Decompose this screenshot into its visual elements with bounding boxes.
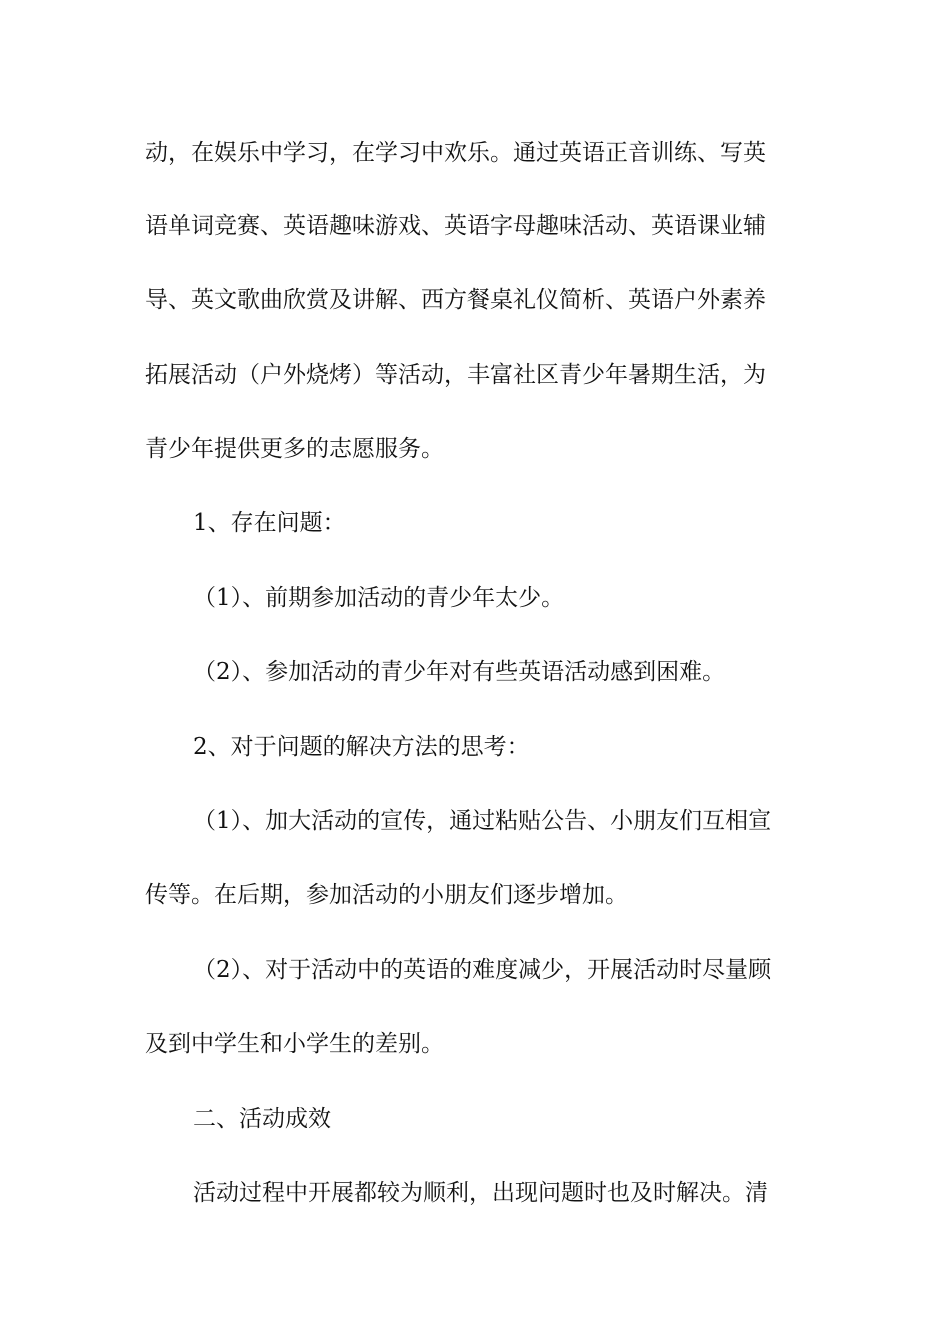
solution-item-1-line-2: 传等。在后期，参加活动的小朋友们逐步增加。 <box>145 882 628 908</box>
section-heading-solutions: 2、对于问题的解决方法的思考： <box>193 734 530 760</box>
paragraph-line-1: 动，在娱乐中学习，在学习中欢乐。通过英语正音训练、写英 <box>145 140 766 166</box>
paragraph-line-4: 拓展活动（户外烧烤）等活动，丰富社区青少年暑期生活，为 <box>145 362 766 388</box>
section-heading-results: 二、活动成效 <box>193 1106 331 1132</box>
solution-item-2-line-1: （2）、对于活动中的英语的难度减少，开展活动时尽量顾 <box>193 957 772 983</box>
solution-item-2-line-2: 及到中学生和小学生的差别。 <box>145 1031 444 1057</box>
solution-item-1-line-1: （1）、加大活动的宣传，通过粘贴公告、小朋友们互相宣 <box>193 808 772 834</box>
paragraph-line-5: 青少年提供更多的志愿服务。 <box>145 436 444 462</box>
results-paragraph-line-1: 活动过程中开展都较为顺利，出现问题时也及时解决。清 <box>193 1180 768 1206</box>
paragraph-line-2: 语单词竞赛、英语趣味游戏、英语字母趣味活动、英语课业辅 <box>145 213 766 239</box>
problem-item-2: （2）、参加活动的青少年对有些英语活动感到困难。 <box>193 659 726 685</box>
section-heading-problems: 1、存在问题： <box>193 510 346 536</box>
problem-item-1: （1）、前期参加活动的青少年太少。 <box>193 585 565 611</box>
paragraph-line-3: 导、英文歌曲欣赏及讲解、西方餐桌礼仪简析、英语户外素养 <box>145 287 766 313</box>
